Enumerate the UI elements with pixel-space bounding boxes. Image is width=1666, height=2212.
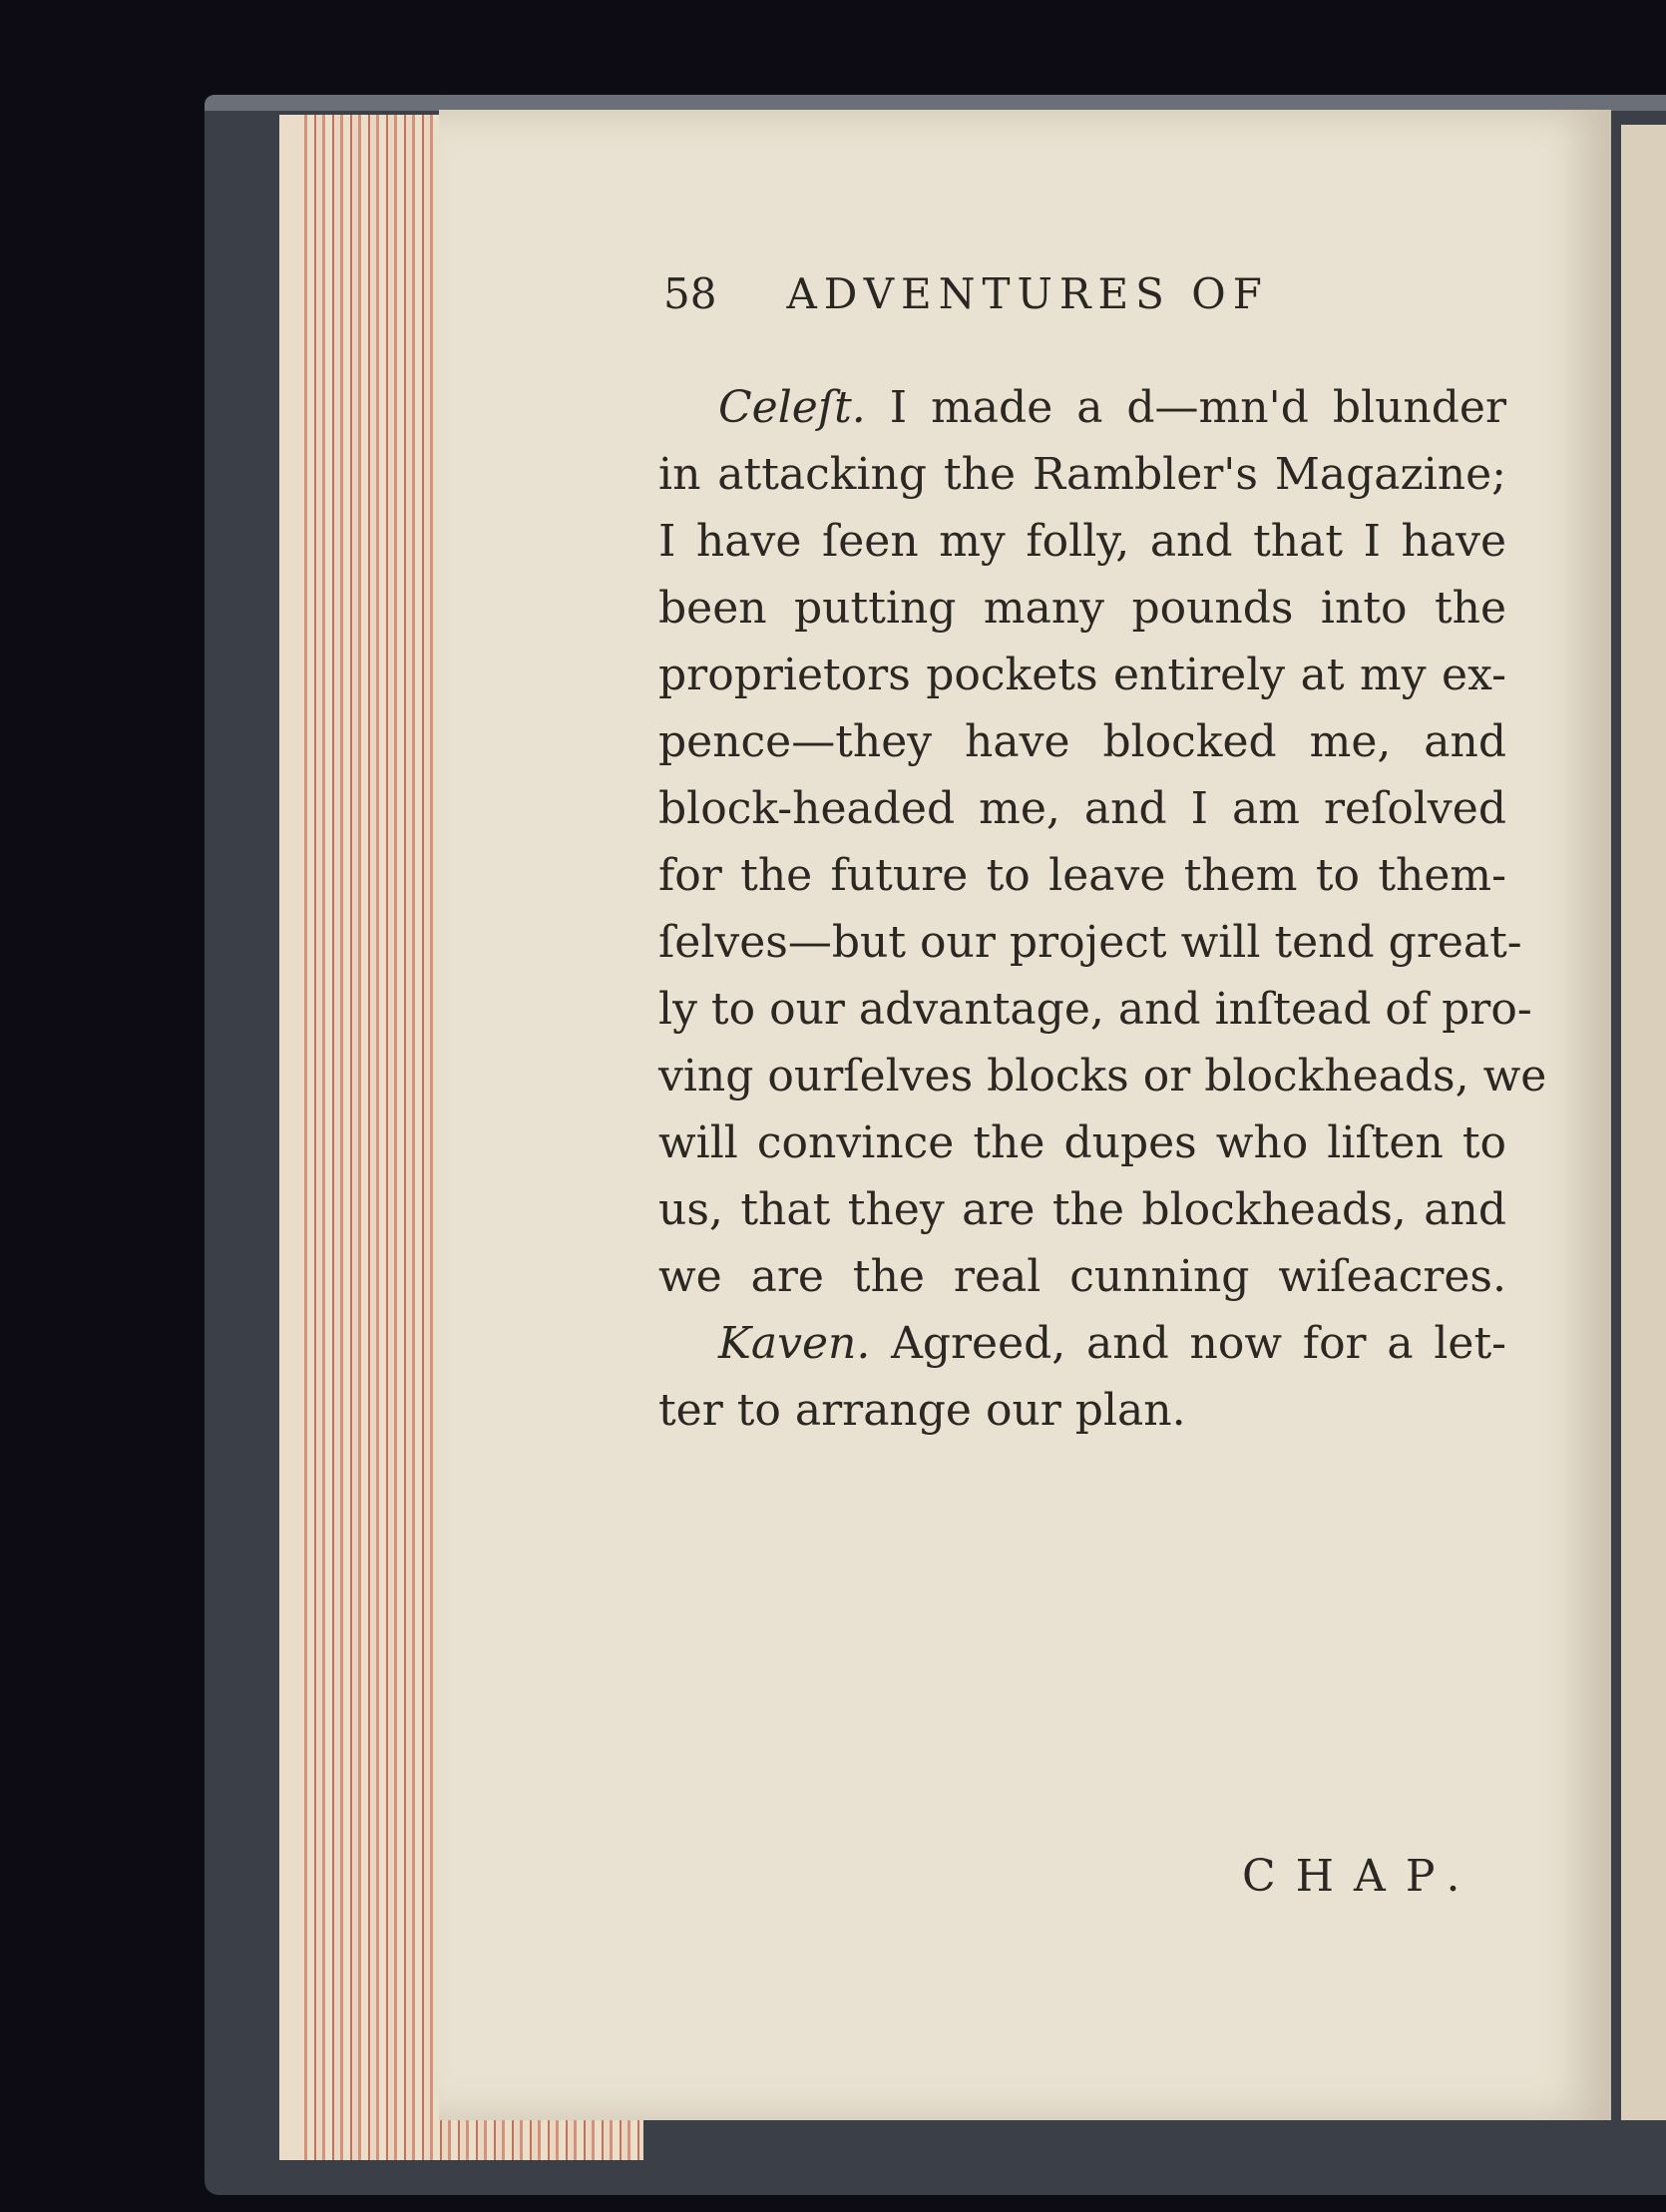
- body-text: [658, 374, 1547, 1444]
- paragraph-2-line-1: [658, 1310, 1506, 1377]
- paragraph-1-line: block-headed me, and I am reſolved: [658, 783, 1506, 834]
- paragraph-1-line: ving ourſelves blocks or blockheads, we: [658, 1051, 1547, 1102]
- paragraph-1-line: pence—they have blocked me, and: [658, 716, 1506, 767]
- facing-page-edge: [1621, 125, 1666, 2120]
- paragraph-1-line: proprietors pockets entirely at my ex-: [658, 650, 1506, 700]
- paragraph-1-line: will convince the dupes who liſten to: [658, 1117, 1506, 1168]
- paragraph-1-line: been putting many pounds into the: [658, 583, 1506, 634]
- running-head: [663, 269, 1491, 349]
- running-title: ADVENTURES OF: [786, 269, 1269, 318]
- speaker-name: Kaven.: [718, 1318, 871, 1369]
- catchword: CHAP.: [1242, 1851, 1480, 1902]
- paragraph-1-line: us, that they are the blockheads, and: [658, 1184, 1506, 1235]
- line-text: Agreed, and now for a let-: [870, 1318, 1506, 1369]
- speaker-name: Celeſt.: [718, 382, 866, 433]
- cover-top-edge: [205, 95, 1666, 111]
- line-text: I made a d—mn'd blunder: [865, 382, 1506, 433]
- paragraph-1-line: for the future to leave them to them-: [658, 850, 1506, 901]
- paragraph-1-line: we are the real cunning wiſeacres.: [658, 1251, 1506, 1302]
- paragraph-1-line: in attacking the Rambler's Magazine;: [658, 449, 1506, 500]
- paragraph-1-line: ly to our advantage, and inſtead of pro-: [658, 984, 1532, 1035]
- paragraph-1-line-1: [658, 374, 1506, 441]
- book-page: [439, 110, 1611, 2120]
- paragraph-1-line: I have ſeen my folly, and that I have: [658, 516, 1506, 567]
- paragraph-1-line: ſelves—but our project will tend great-: [658, 917, 1522, 968]
- page-number: 58: [663, 269, 717, 318]
- paragraph-2-line: ter to arrange our plan.: [658, 1385, 1186, 1436]
